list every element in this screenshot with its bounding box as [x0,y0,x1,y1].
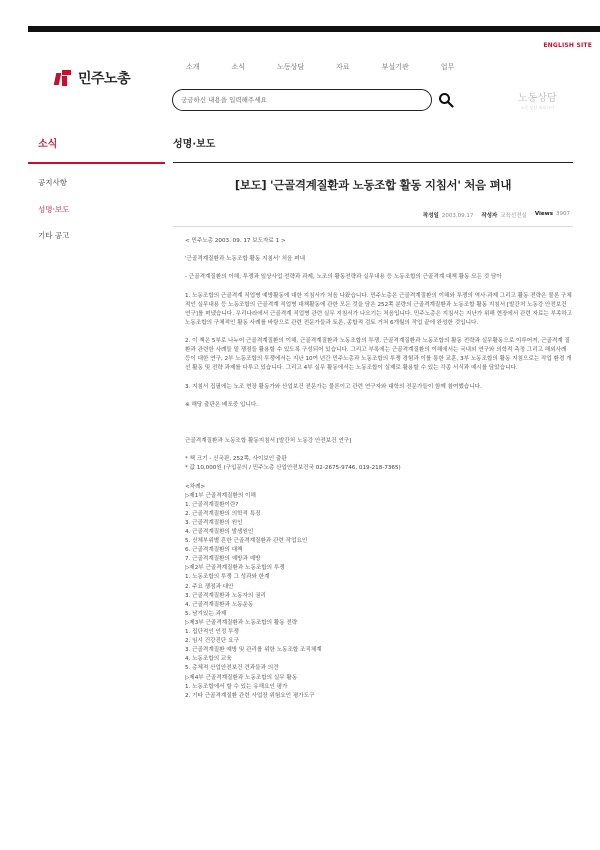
article-paragraph: 1. 노동조합에서 할 수 있는 유해요인 평가 [185,683,288,690]
article-paragraph: 1. 집단적인 인정 투쟁 [185,629,239,636]
article-paragraph: 1. 노동조합의 투쟁 그 성과와 한계 [185,574,270,581]
article-paragraph: ▷제4부 근골격계질환과 노동조합의 실무 활동 [185,674,298,681]
article-paragraph: ▷제3부 근골격계질환과 노동조합의 활동 전략 [185,619,298,626]
consult-label: 노동상담 [518,93,557,104]
meta-author: 작성자 교육선전실 [481,213,527,219]
article-meta [423,211,570,219]
paragraph-spacer [185,328,573,337]
paragraph-spacer [185,373,573,382]
article-paragraph: 1. 노동조합의 근골격계 직업병 예방활동에 대한 지침서가 처음 나왔습니다. 민주노총은 근골격계질환의 이해와 투쟁의 역사·과제 그리고 활동 전략은 물론 구체적인 실무내용 등 노동조합의 근골격계 직업병 대책활동에 관한 모든 것을 담은 252쪽 분량의 근골격계질환과 노동조합 활동 지침서 [발간처 노동강 안전보건 연구]를 펴냈습니다. 우리나라에서 근골격계 직업병 관련 실무 지침서가 나오기는 처음입니다. 민주노총은 지침서는 지난가 위해 현장에서 관련 자료는 부족하고 노동조합의 구체적인 활동 사례를 바탕으로 관련 전문가들과 토론, 종합적 검토 거쳐 6개월의 작업 끝에 완성한 것입니다. [185,292,573,326]
nav-item-about[interactable]: 소개 [186,63,200,71]
nav-item-work[interactable]: 업무 [440,63,455,71]
article-paragraph: 근골격계질환과 노동조합 활동지침서 [발간처 노동강 안전보건 연구] [185,438,352,445]
paragraph-spacer [185,419,573,428]
paragraph-spacer [185,264,573,273]
article-paragraph: * 값 10,000원 (구입문의 / 민주노총 산업안전보건국 02-2675-9746, 019-218-7365) [185,465,401,472]
article-paragraph: 5. 남겨있는 과제 [185,610,227,617]
article-paragraph: 4. 노동조합의 교육 [185,656,232,663]
nav-item-affiliates[interactable]: 부설기관 [381,63,409,71]
sidebar-divider [28,162,165,164]
sidebar-item-statements[interactable]: 성명·보도 [38,205,70,214]
article-paragraph: 2. 근골격계질환의 의학적 특징 [185,510,261,517]
paragraph-spacer [185,410,573,419]
article-paragraph: 2. 기타 근골격계질환 관련 사업장 위험요인 평가도구 [185,692,315,699]
sidebar-item-notice[interactable]: 공지사항 [38,178,67,187]
article-paragraph: < 민주노총 2003. 09. 17 보도자료 1 > [185,238,286,244]
article-paragraph: ▷제1부 근골격계질환의 이해 [185,492,256,499]
sidebar-title: 소식 [38,139,58,150]
article-paragraph: '근골격계질환과 노동조합 활동 지침서' 처음 펴내 [185,256,306,263]
consult-link[interactable] [518,89,557,111]
meta-date: 작성일 2003.09.17 [422,213,474,219]
article-paragraph: 2. 이 책은 5부로 나누어 근골격계질환의 이해, 근골격계질환과 노동조합의 투쟁, 근골격계질환과 노동조합의 활동 전략과 실무활동으로 이루어져, 근골격계 질환과 관련한 사례들 밑 쟁점들 활용할 수 있도록 구성되어 있습니다. 그리고 부록에는 근골격계질환의 이해에서는 국내외 연구와 의학적 측정 그리고 해외사례 등이 대한 연구, 2부 노동조합의 투쟁에서는 지난 10여 년간 민주노총과 노동조합의 투쟁 경험과 이를 통한 교훈, 3부 노동조합의 활동 지침으로는 작업 환경 개선 활동 및 전략 과제를 다루고 있습니다. 그리고 4부 실무 활동에서는 노동조합이 실제로 활용할 수 있는 각종 서식과 예시를 담았습니다. [185,338,572,372]
paragraph-spacer [185,392,573,401]
article-paragraph: ▷제2부 근골격계질환과 노동조합의 투쟁 [185,565,285,572]
article-paragraph: 3. 근골격계질환과 노동자의 권리 [185,592,266,599]
article-paragraph: 2. 주요 쟁점과 대안 [185,583,234,590]
search-input[interactable]: 궁금하신 내용을 입력해주세요 [172,89,432,111]
logo-mark-icon [54,70,74,86]
sidebar-item-other-notices[interactable]: 기타 공고 [38,231,70,240]
paragraph-spacer [185,282,573,291]
article-paragraph: 5. 총체적 산업안전보건 견과들과 의견 [185,665,279,672]
consult-sublabel: 노동 상담 바로가기 [520,105,555,110]
paragraph-spacer [185,446,573,455]
article-paragraph: 1. 근골격계질환이란? [185,501,239,508]
article-paragraph: - 근골격계질환의 이해, 투쟁과 일상사업 전략과 과제, 노조의 활동전략과 실무내용 등 노동조합의 근골격계 대책 활동 모든 것 담아 [185,274,502,281]
article-title: [보도] '근골격계질환과 노동조합 활동 지침서' 처음 펴내 [234,178,512,192]
meta-divider [173,226,573,227]
logo[interactable] [54,68,130,88]
article-paragraph: * 책 크기 - 신국판, 252쪽, 사이보인 출판 [185,456,287,463]
nav-item-news[interactable]: 소식 [231,63,246,71]
paragraph-spacer [185,428,573,437]
article-paragraph: 6. 근골격계질환의 대책 [185,547,243,554]
article-body [185,237,573,701]
article-paragraph: 3. 근골격계질환 예방 및 관리를 위한 노동조합 조직체계 [185,647,322,654]
title-divider [173,162,573,163]
article-paragraph: 5. 신체부위별 흔한 근골격계질환과 관련 작업요인 [185,538,308,545]
top-bar [28,26,600,32]
search-icon[interactable] [438,92,454,108]
article-paragraph: 4. 근골격계질환과 노동운동 [185,601,254,608]
english-site-link[interactable]: ENGLISH SITE [543,42,592,49]
nav-item-consult[interactable]: 노동상담 [277,63,305,71]
article-paragraph: 7. 근골격계질환의 예방과 예방 [185,556,261,563]
article-paragraph: 3. 근골격계질환의 원인 [185,519,243,526]
logo-text: 민주노총 [78,71,131,87]
article-paragraph: 3. 지침서 집필에는 노조 현장 활동가와 산업보건 전문가는 물론이고 관련 연구자와 대학의 전문가들이 함께 참여했습니다. [185,383,482,390]
article-paragraph: 2. 임시 건강진단 요구 [185,638,239,645]
paragraph-spacer [185,246,573,255]
article-paragraph: ※ 해당 출판은 배포중 입니다. [185,401,259,408]
article-paragraph: 4. 근골격계질환의 발생원인 [185,529,254,535]
paragraph-spacer [185,473,573,482]
main-nav [186,62,486,72]
nav-item-resources[interactable]: 자료 [336,63,350,71]
meta-views: Views 3907 [534,211,570,217]
article-paragraph: <차례> [185,483,206,490]
page-title: 성명·보도 [173,139,216,150]
